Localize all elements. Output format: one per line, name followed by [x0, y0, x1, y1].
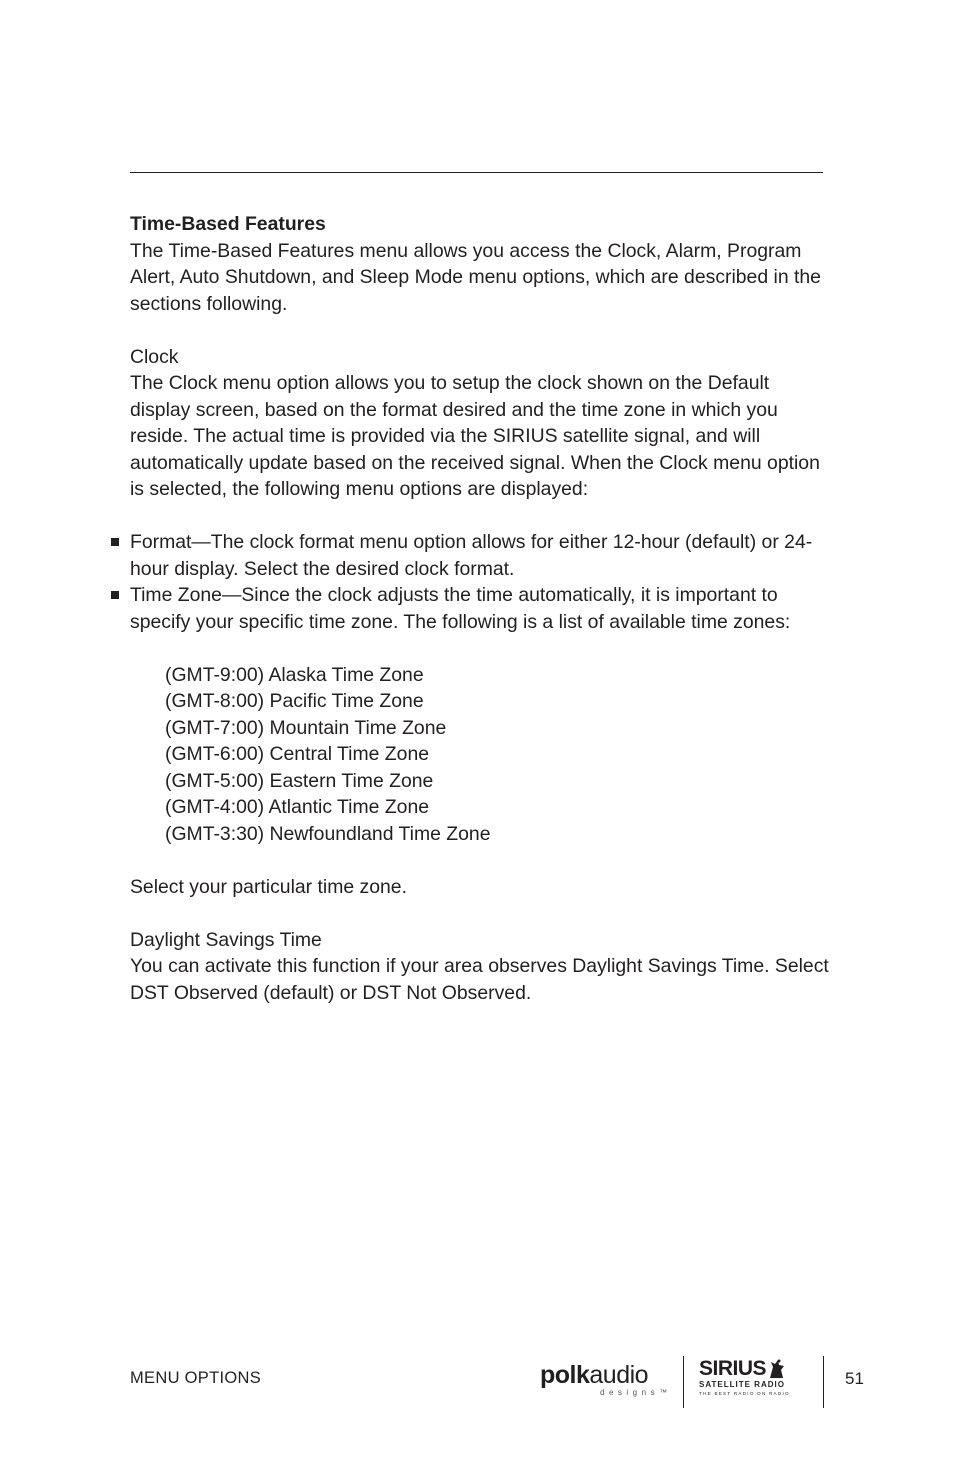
time-zone-item: (GMT-8:00) Pacific Time Zone	[165, 690, 424, 712]
dst-body: You can activate this function if your area observes Daylight Savings Time. Select DST Observed (default) or DST Not Observed.	[130, 955, 829, 1004]
footer-divider	[823, 1356, 824, 1408]
bullet-text: Format—The clock format menu option allows for either 12-hour (default) or 24-hour display. Select the desired clock format.	[130, 531, 813, 580]
dst-title: Daylight Savings Time	[130, 928, 322, 951]
polk-logo-bold: polk	[540, 1361, 590, 1389]
section-title: Time-Based Features	[130, 213, 326, 235]
footer-divider	[683, 1356, 684, 1408]
time-zone-item: (GMT-5:00) Eastern Time Zone	[165, 769, 434, 792]
select-note: Select your particular time zone.	[130, 875, 407, 898]
sirius-logo	[699, 1358, 791, 1402]
time-zone-item: (GMT-4:00) Atlantic Time Zone	[165, 796, 430, 818]
bullet-icon	[111, 538, 119, 546]
polk-audio-logo	[540, 1362, 680, 1402]
polk-logo-sub: designs™	[600, 1388, 672, 1397]
bullet-text: Time Zone—Since the clock adjusts the time automatically, it is important to specify your specific time zone. The following is a list of available time zones:	[130, 584, 791, 633]
time-zone-list	[165, 662, 830, 848]
clock-options-list	[130, 529, 830, 635]
clock-body: The Clock menu option allows you to setup the clock shown on the Default display screen, based on the format desired and the time zone in which you reside. The actual time is provided via the SIRIUS satellite signal, and will automatically update based on the received signal. When the Clock menu option is selected, the following menu options are displayed:	[130, 372, 820, 500]
clock-title: Clock	[130, 345, 179, 368]
list-item	[130, 529, 830, 582]
time-zone-item: (GMT-6:00) Central Time Zone	[165, 743, 430, 765]
list-item	[130, 582, 830, 635]
sirius-dog-icon	[767, 1358, 787, 1380]
time-zone-item: (GMT-3:30) Newfoundland Time Zone	[165, 822, 491, 845]
polk-logo-light: audio	[589, 1361, 649, 1389]
page-content	[130, 211, 830, 1006]
time-zone-item: (GMT-9:00) Alaska Time Zone	[165, 663, 424, 686]
time-zone-item: (GMT-7:00) Mountain Time Zone	[165, 716, 447, 739]
sirius-logo-tagline: THE BEST RADIO ON RADIO	[699, 1391, 790, 1396]
sirius-logo-sub: SATELLITE RADIO	[699, 1380, 785, 1389]
sirius-logo-name: SIRIUS	[699, 1357, 767, 1380]
page-number: 51	[845, 1369, 864, 1388]
section-intro: The Time-Based Features menu allows you access the Clock, Alarm, Program Alert, Auto Shutdown, and Sleep Mode menu options, which are described in the sections following.	[130, 239, 821, 315]
header-rule	[130, 172, 823, 173]
bullet-icon	[111, 591, 119, 599]
footer-section-label: MENU OPTIONS	[130, 1369, 262, 1387]
